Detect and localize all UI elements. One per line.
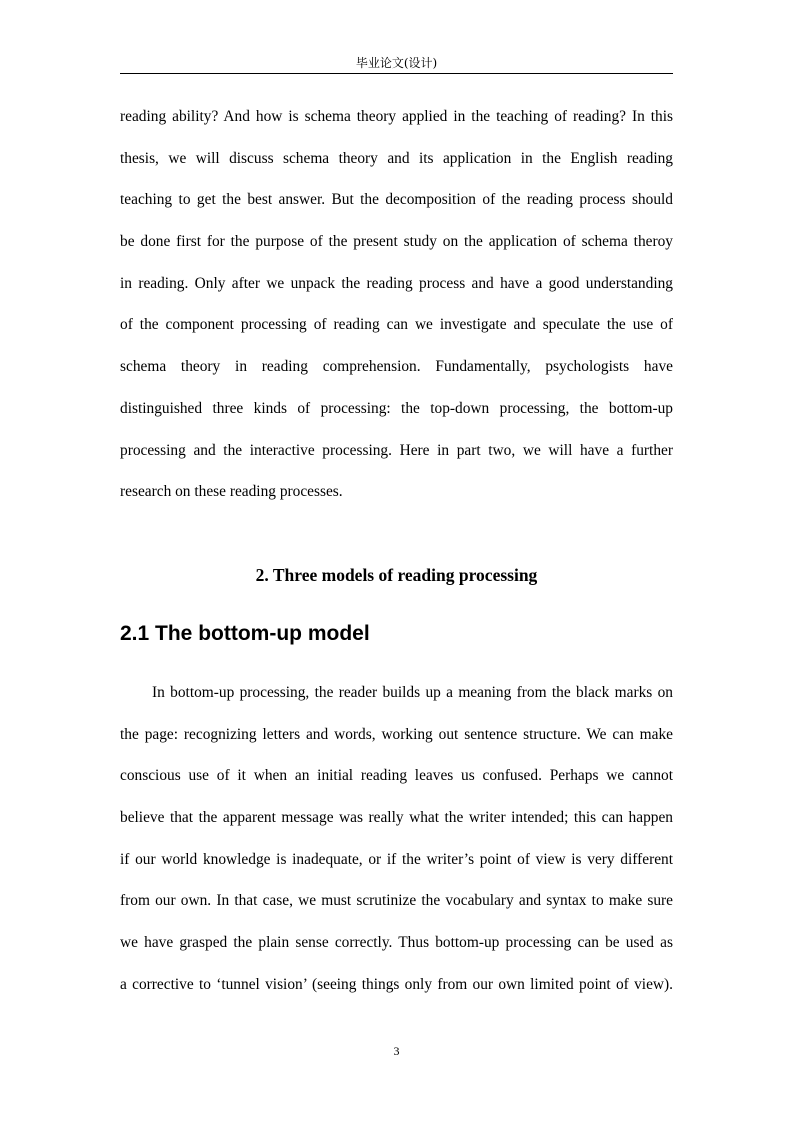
paragraph-line: a corrective to ‘tunnel vision’ (seeing things only from our own limited point of view).	[120, 976, 673, 993]
header-rule	[120, 73, 673, 74]
bottom-up-paragraph	[120, 685, 673, 1019]
paragraph-line: thesis, we will discuss schema theory and its application in the English reading	[120, 150, 673, 167]
paragraph-line: research on these reading processes.	[120, 484, 343, 501]
paragraph-line: from our own. In that case, we must scrutinize the vocabulary and syntax to make sure	[120, 893, 673, 910]
paragraph-line: conscious use of it when an initial reading leaves us confused. Perhaps we cannot	[120, 768, 673, 785]
running-header: 毕业论文(设计)	[355, 56, 438, 70]
paragraph-line: if our world knowledge is inadequate, or if the writer’s point of view is very different	[120, 851, 673, 868]
intro-paragraph	[120, 109, 673, 526]
paragraph-line: distinguished three kinds of processing: the top-down processing, the bottom-up	[120, 400, 673, 417]
paragraph-line: be done first for the purpose of the present study on the application of schema theroy	[120, 234, 673, 251]
subsection-heading: 2.1 The bottom-up model	[120, 622, 370, 645]
paragraph-line: processing and the interactive processing. Here in part two, we will have a further	[120, 442, 673, 459]
paragraph-line: believe that the apparent message was really what the writer intended; this can happen	[120, 810, 673, 827]
paragraph-line: In bottom-up processing, the reader builds up a meaning from the black marks on	[152, 685, 673, 701]
paragraph-line: in reading. Only after we unpack the reading process and have a good understanding	[120, 275, 673, 292]
paragraph-line: the page: recognizing letters and words, working out sentence structure. We can make	[120, 726, 673, 743]
section-heading: 2. Three models of reading processing	[255, 565, 538, 585]
paragraph-line: teaching to get the best answer. But the decomposition of the reading process should	[120, 192, 673, 209]
paragraph-line: of the component processing of reading can we investigate and speculate the use of	[120, 317, 673, 334]
page-number: 3	[393, 1044, 400, 1058]
paragraph-line: schema theory in reading comprehension. Fundamentally, psychologists have	[120, 359, 673, 376]
paragraph-line: reading ability? And how is schema theory applied in the teaching of reading? In this	[120, 109, 673, 125]
paragraph-line: we have grasped the plain sense correctly. Thus bottom-up processing can be used as	[120, 935, 673, 952]
